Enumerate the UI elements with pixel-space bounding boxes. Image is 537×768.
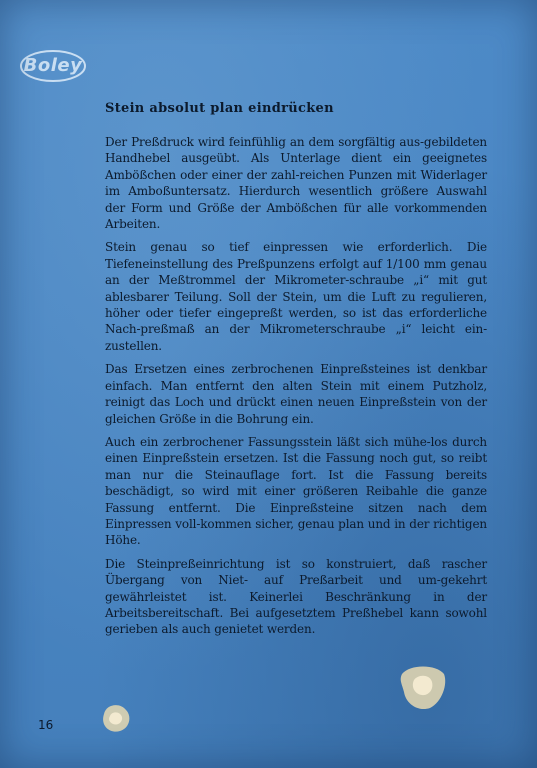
paragraph-1: Der Preßdruck wird feinfühlig an dem sorgfältig aus-gebildeten Handhebel ausgeübt. Als Unterlage dient ein geeignetes Ambößchen oder einer der zahl-reichen Punzen mit Widerlager im Amboßuntersatz. Hierdurch wesentlich größere Auswahl der Form und Größe der Ambößchen für alle vorkommenden Arbeiten. xyxy=(105,135,487,232)
paper-damage-mark xyxy=(96,700,136,736)
paragraph-3: Das Ersetzen eines zerbrochenen Einpreßsteines ist denkbar einfach. Man entfernt den alten Stein mit einem Putzholz, reinigt das Loch und drückt einen neuen Einpreßstein von der gleichen Größe in die Bohrung ein. xyxy=(105,362,487,426)
text-column xyxy=(105,100,487,645)
page-number: 16 xyxy=(38,718,54,732)
paragraph-4: Auch ein zerbrochener Fassungsstein läßt sich mühe-los durch einen Einpreßstein ersetzen. Ist die Fassung noch gut, so reibt man nur die Steinauflage fort. Ist die Fassung bereits beschädigt, so wird mit einer größeren Reibahle die ganze Fassung entfernt. Die Einpreßsteine sitzen nach dem Einpressen voll-kommen sicher, genau plan und in der richtigen Höhe. xyxy=(105,434,487,548)
section-heading: Stein absolut plan eindrücken xyxy=(105,101,334,116)
boley-logo xyxy=(18,46,88,86)
logo-text: Boley xyxy=(23,55,83,76)
paper-damage-mark xyxy=(396,662,450,712)
paragraph-2: Stein genau so tief einpressen wie erforderlich. Die Tiefeneinstellung des Preßpunzens erfolgt auf 1/100 mm genau an der Meßtrommel der Mikrometer-schraube „i“ mit gut ablesbarer Teilung. Soll der Stein, um die Luft zu regulieren, höher oder tiefer eingepreßt werden, so ist das erforderliche Nach-preßmaß an der Mikrometerschraube „i“ leicht ein-zustellen. xyxy=(105,240,487,353)
paragraph-5: Die Steinpreßeinrichtung ist so konstruiert, daß rascher Übergang von Niet- auf Preßarbeit und um-gekehrt gewährleistet ist. Keinerlei Beschränkung in der Arbeitsbereitschaft. Bei aufgesetztem Preßhebel kann sowohl gerieben als auch genietet werden. xyxy=(105,556,487,637)
